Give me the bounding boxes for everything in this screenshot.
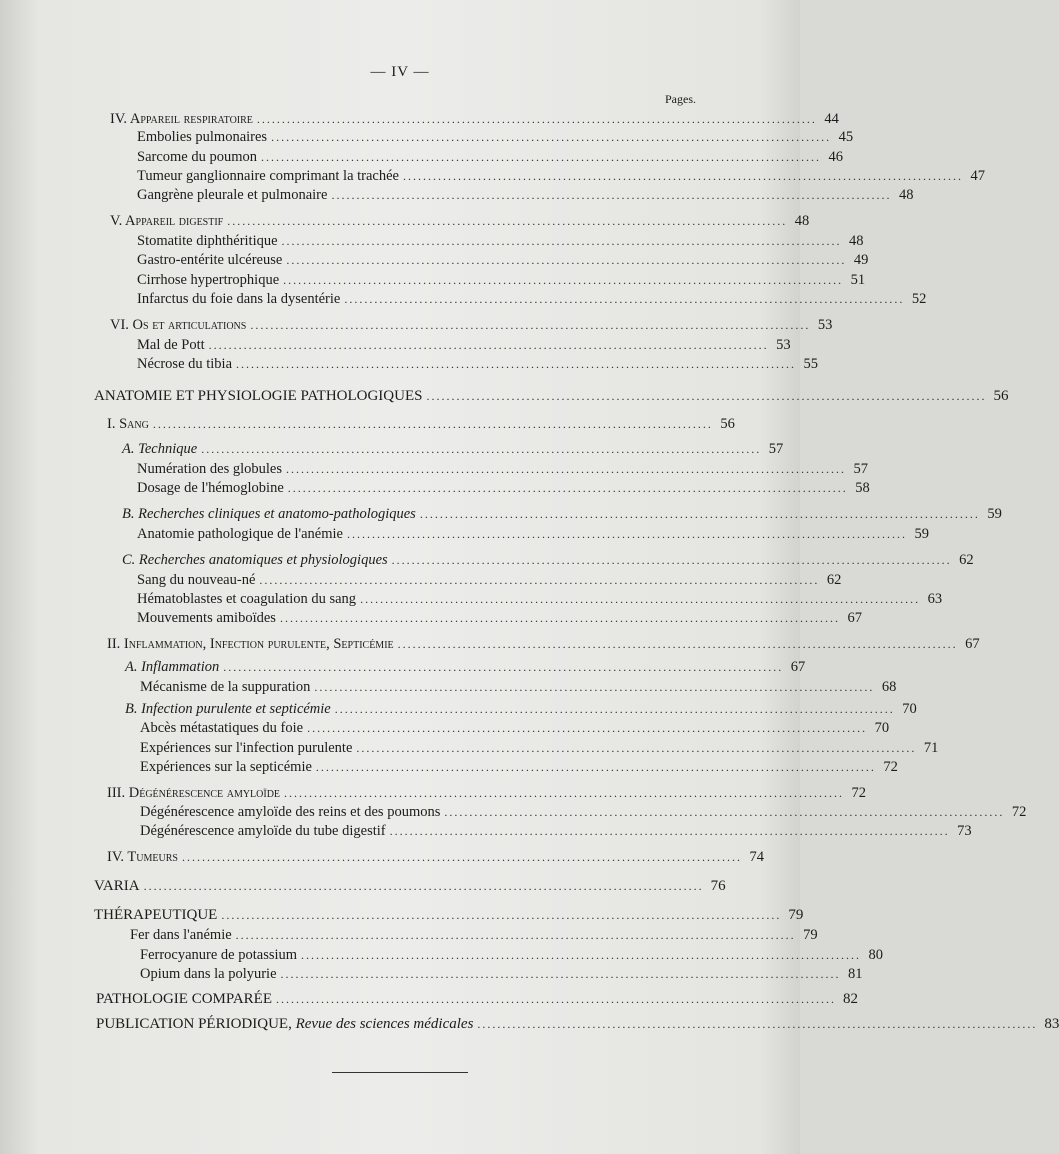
toc-entry: Mécanisme de la suppuration ................................................................................................................ 68: [140, 679, 897, 695]
toc-entry: IV. Tumeurs ................................................................................................................ 74: [107, 849, 764, 865]
toc-entry: Opium dans la polyurie ................................................................................................................ 81: [140, 966, 863, 982]
pages-column-label: Pages.: [665, 92, 696, 106]
toc-entry: Gangrène pleurale et pulmonaire ................................................................................................................ 48: [137, 187, 914, 203]
toc-entry: Ferrocyanure de potassium ................................................................................................................ 80: [140, 947, 884, 963]
toc-entry: Tumeur ganglionnaire comprimant la trachée ................................................................................................................ 47: [137, 168, 985, 184]
toc-section-heading: ANATOMIE ET PHYSIOLOGIE PATHOLOGIQUES ................................................................................................................ 56: [94, 388, 1009, 404]
toc-entry: I. Sang ................................................................................................................ 56: [107, 416, 735, 432]
toc-entry: Cirrhose hypertrophique ................................................................................................................ 51: [137, 272, 866, 288]
toc-section-heading: PATHOLOGIE COMPARÉE ................................................................................................................ 82: [96, 991, 859, 1007]
toc-entry: A. Inflammation ................................................................................................................ 67: [125, 659, 806, 675]
toc-section-heading: PUBLICATION PÉRIODIQUE, Revue des sciences médicales ................................................................................................................ 83: [96, 1016, 1059, 1032]
toc-entry: Embolies pulmonaires ................................................................................................................ 45: [137, 129, 854, 145]
page-folio: — IV —: [370, 64, 430, 80]
toc-entry: Stomatite diphthéritique ................................................................................................................ 48: [137, 233, 864, 249]
closing-rule: [332, 1072, 468, 1073]
toc-entry: B. Infection purulente et septicémie ................................................................................................................ 70: [125, 701, 917, 717]
toc-entry: B. Recherches cliniques et anatomo-pathologiques ................................................................................................................ 59: [122, 506, 1002, 522]
toc-entry: Dégénérescence amyloïde du tube digestif ................................................................................................................ 73: [140, 823, 972, 839]
toc-entry: Expériences sur la septicémie ................................................................................................................ 72: [140, 759, 898, 775]
toc-entry: Gastro-entérite ulcéreuse ................................................................................................................ 49: [137, 252, 869, 268]
toc-entry: Hématoblastes et coagulation du sang ................................................................................................................ 63: [137, 591, 943, 607]
toc-section-heading: THÉRAPEUTIQUE ................................................................................................................ 79: [94, 907, 804, 923]
toc-entry: Sarcome du poumon ................................................................................................................ 46: [137, 149, 844, 165]
toc-entry: A. Technique ................................................................................................................ 57: [122, 441, 784, 457]
toc-entry: Infarctus du foie dans la dysentérie ................................................................................................................ 52: [137, 291, 927, 307]
toc-entry: Sang du nouveau-né ................................................................................................................ 62: [137, 572, 842, 588]
toc-entry: II. Inflammation, Infection purulente, Septicémie ................................................................................................................ 67: [107, 636, 980, 652]
toc-entry: C. Recherches anatomiques et physiologiques ................................................................................................................ 62: [122, 552, 974, 568]
toc-entry: Mouvements amiboïdes ................................................................................................................ 67: [137, 610, 862, 626]
toc-entry: Fer dans l'anémie ................................................................................................................ 79: [130, 927, 818, 943]
toc-entry: V. Appareil digestif ................................................................................................................ 48: [110, 213, 810, 229]
toc-entry: Nécrose du tibia ................................................................................................................ 55: [137, 356, 819, 372]
toc-entry: Anatomie pathologique de l'anémie ................................................................................................................ 59: [137, 526, 929, 542]
toc-entry: Expériences sur l'infection purulente ................................................................................................................ 71: [140, 740, 939, 756]
toc-entry: VI. Os et articulations ................................................................................................................ 53: [110, 317, 833, 333]
toc-section-heading: VARIA ................................................................................................................ 76: [94, 878, 726, 894]
toc-entry: Abcès métastatiques du foie ................................................................................................................ 70: [140, 720, 890, 736]
toc-entry: III. Dégénérescence amyloïde ................................................................................................................ 72: [107, 785, 867, 801]
toc-entry: Dégénérescence amyloïde des reins et des poumons ................................................................................................................ 72: [140, 804, 1027, 820]
toc-entry: Numération des globules ................................................................................................................ 57: [137, 461, 868, 477]
toc-entry: IV. Appareil respiratoire ................................................................................................................ 44: [110, 111, 839, 127]
toc-entry: Dosage de l'hémoglobine ................................................................................................................ 58: [137, 480, 870, 496]
toc-entry: Mal de Pott ................................................................................................................ 53: [137, 337, 791, 353]
